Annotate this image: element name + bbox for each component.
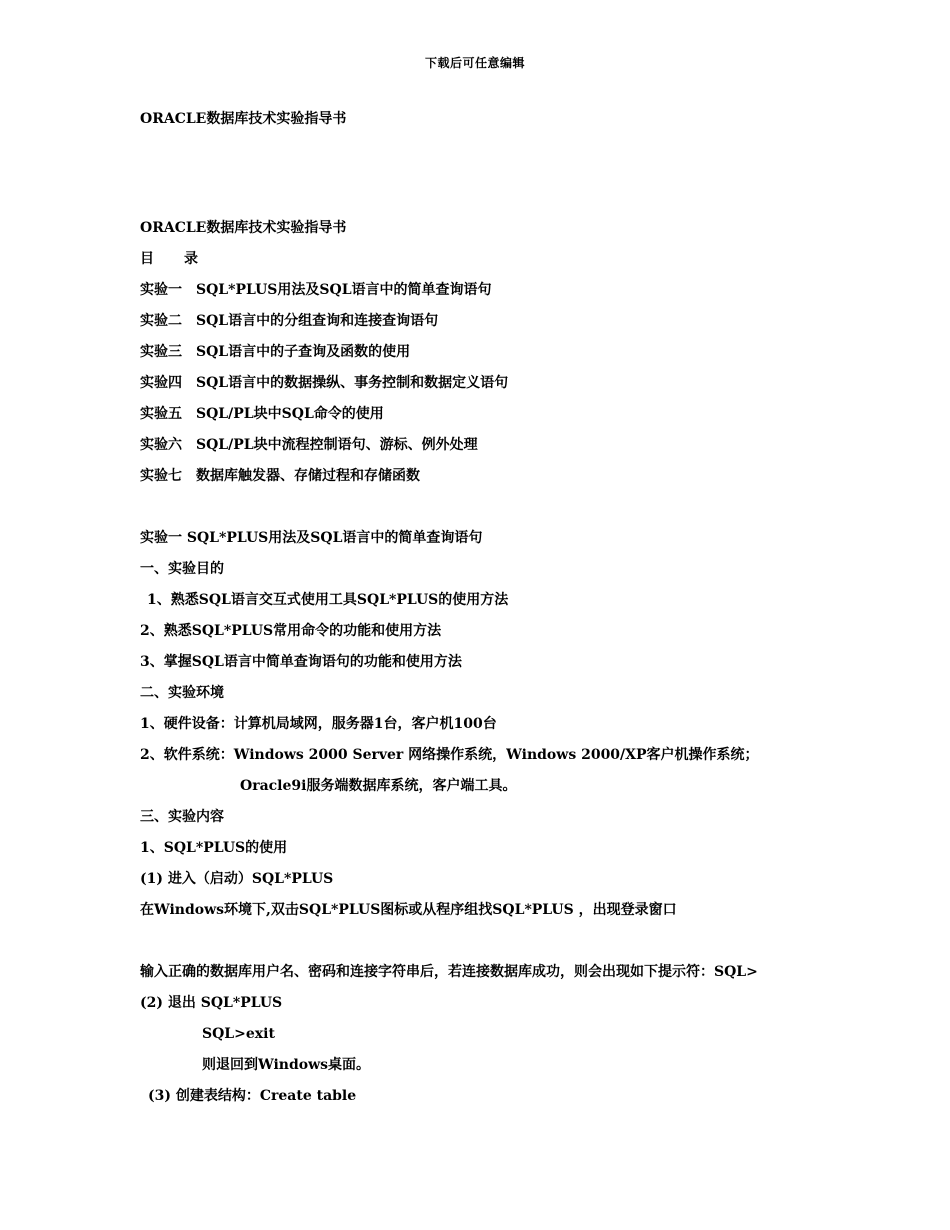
toc-item-num: 实验二 — [140, 313, 182, 329]
toc-item-title: SQL语言中的数据操纵、事务控制和数据定义语句 — [196, 375, 509, 391]
header-note: 下载后可任意编辑 — [424, 56, 525, 70]
content-subitem: (2) 退出 SQL*PLUS — [140, 995, 283, 1011]
toc-heading-a: 目 — [140, 251, 154, 267]
document-title-repeat: ORACLE数据库技术实验指导书 — [140, 220, 347, 236]
content-subitem: (1) 进入（启动）SQL*PLUS — [140, 871, 334, 887]
toc-heading — [140, 250, 198, 268]
goal-item: 3、掌握SQL语言中简单查询语句的功能和使用方法 — [140, 654, 462, 670]
content-item: 1、SQL*PLUS的使用 — [140, 840, 288, 856]
toc-item — [140, 343, 410, 361]
goal-item: 2、熟悉SQL*PLUS常用命令的功能和使用方法 — [140, 623, 442, 639]
code-line: SQL>exit — [202, 1026, 275, 1042]
toc-item-title: SQL*PLUS用法及SQL语言中的简单查询语句 — [196, 282, 492, 298]
content-subitem: (3) 创建表结构：Create table — [148, 1088, 357, 1104]
toc-item-num: 实验三 — [140, 344, 182, 360]
paragraph: 则退回到Windows桌面。 — [202, 1057, 371, 1073]
toc-item-num: 实验一 — [140, 282, 182, 298]
document-title: ORACLE数据库技术实验指导书 — [140, 111, 347, 127]
env-item: 2、软件系统：Windows 2000 Server 网络操作系统，Windows 2000/XP客户机操作系统； — [140, 747, 759, 763]
toc-item-num: 实验四 — [140, 375, 182, 391]
toc-item-num: 实验七 — [140, 468, 182, 484]
goal-item: 1、熟悉SQL语言交互式使用工具SQL*PLUS的使用方法 — [147, 592, 509, 608]
section-heading: 一、实验目的 — [140, 561, 224, 577]
toc-item — [140, 312, 438, 330]
toc-heading-b: 录 — [184, 251, 198, 267]
toc-item-title: SQL/PL块中SQL命令的使用 — [196, 406, 384, 422]
toc-item-title: SQL语言中的子查询及函数的使用 — [196, 344, 411, 360]
env-item-continued: Oracle9i服务端数据库系统，客户端工具。 — [240, 778, 517, 794]
toc-item — [140, 436, 478, 454]
toc-item-num: 实验五 — [140, 406, 182, 422]
paragraph: 在Windows环境下,双击SQL*PLUS图标或从程序组找SQL*PLUS ，出现登录窗口 — [140, 902, 677, 918]
toc-item-num: 实验六 — [140, 437, 182, 453]
paragraph: 输入正确的数据库用户名、密码和连接字符串后，若连接数据库成功，则会出现如下提示符：SQL> — [140, 964, 758, 980]
env-item: 1、硬件设备：计算机局域网，服务器1台，客户机100台 — [140, 716, 497, 732]
toc-item — [140, 405, 384, 423]
toc-item-title: SQL/PL块中流程控制语句、游标、例外处理 — [196, 437, 478, 453]
toc-item — [140, 281, 492, 299]
toc-item — [140, 374, 508, 392]
experiment-title: 实验一 SQL*PLUS用法及SQL语言中的简单查询语句 — [140, 530, 483, 546]
section-heading: 二、实验环境 — [140, 685, 224, 701]
toc-item-title: SQL语言中的分组查询和连接查询语句 — [196, 313, 439, 329]
toc-item — [140, 467, 420, 485]
section-heading: 三、实验内容 — [140, 809, 224, 825]
toc-item-title: 数据库触发器、存储过程和存储函数 — [196, 468, 420, 484]
